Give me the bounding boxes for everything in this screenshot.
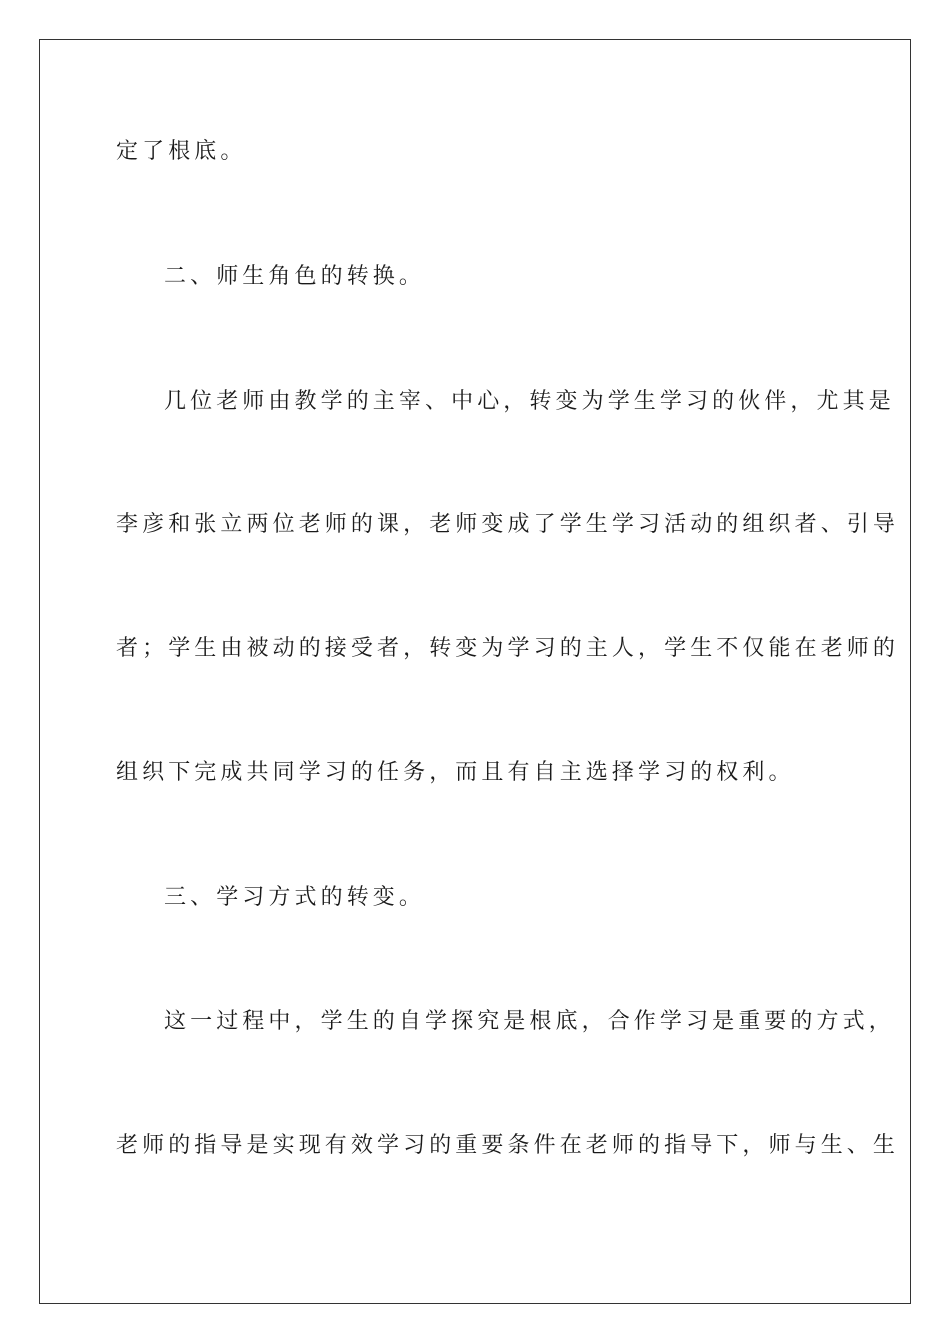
text-line: 组织下完成共同学习的任务，而且有自主选择学习的权利。 bbox=[116, 760, 795, 785]
section-heading-2: 二、师生角色的转换。 bbox=[164, 264, 426, 289]
page-border bbox=[39, 39, 911, 1304]
text-line: 几位老师由教学的主宰、中心，转变为学生学习的伙伴，尤其是 bbox=[164, 389, 895, 414]
text-line: 者；学生由被动的接受者，转变为学习的主人，学生不仅能在老师的 bbox=[116, 636, 900, 661]
text-line: 这一过程中，学生的自学探究是根底，合作学习是重要的方式， bbox=[164, 1009, 895, 1034]
text-line: 老师的指导是实现有效学习的重要条件在老师的指导下，师与生、生 bbox=[116, 1133, 900, 1158]
section-heading-3: 三、学习方式的转变。 bbox=[164, 885, 426, 910]
text-line: 李彦和张立两位老师的课，老师变成了学生学习活动的组织者、引导 bbox=[116, 512, 900, 537]
text-line: 定了根底。 bbox=[116, 139, 247, 164]
